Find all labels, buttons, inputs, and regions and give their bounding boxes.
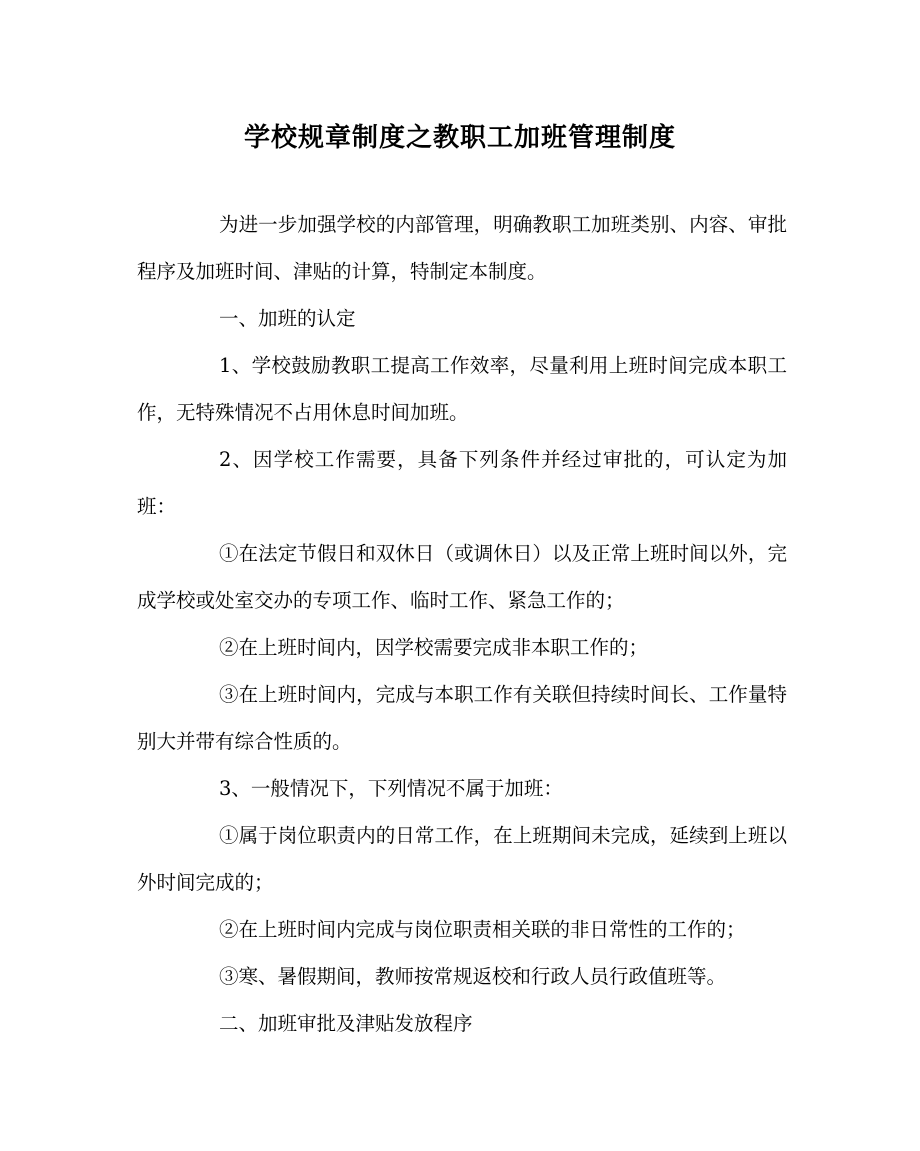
section-heading-overtime-definition: 一、加班的认定 — [219, 307, 356, 330]
paragraph-item-2: 2、因学校工作需要，具备下列条件并经过审批的，可认定为加班： — [137, 448, 787, 518]
document-title: 学校规章制度之教职工加班管理制度 — [243, 123, 676, 153]
paragraph-exclusion-1: ①属于岗位职责内的日常工作，在上班期间未完成，延续到上班以外时间完成的； — [137, 824, 787, 894]
paragraph-condition-2: ②在上班时间内，因学校需要完成非本职工作的； — [219, 636, 649, 659]
paragraph-exclusion-2: ②在上班时间内完成与岗位职责相关联的非日常性的工作的； — [219, 918, 746, 941]
paragraph-condition-1: ①在法定节假日和双休日（或调休日）以及正常上班时间以外，完成学校或处室交办的专项工作、临时工作、紧急工作的； — [137, 542, 787, 612]
paragraph-item-3: 3、一般情况下，下列情况不属于加班： — [219, 777, 563, 800]
paragraph-item-1: 1、学校鼓励教职工提高工作效率，尽量利用上班时间完成本职工作，无特殊情况不占用休息时间加班。 — [137, 354, 787, 424]
document-body — [137, 201, 787, 1047]
paragraph-exclusion-3: ③寒、暑假期间，教师按常规返校和行政人员行政值班等。 — [219, 965, 727, 988]
section-heading-approval-procedure: 二、加班审批及津贴发放程序 — [219, 1012, 473, 1035]
paragraph-intro: 为进一步加强学校的内部管理，明确教职工加班类别、内容、审批程序及加班时间、津贴的计算，特制定本制度。 — [137, 213, 787, 283]
paragraph-condition-3: ③在上班时间内，完成与本职工作有关联但持续时间长、工作量特别大并带有综合性质的。 — [137, 683, 787, 753]
